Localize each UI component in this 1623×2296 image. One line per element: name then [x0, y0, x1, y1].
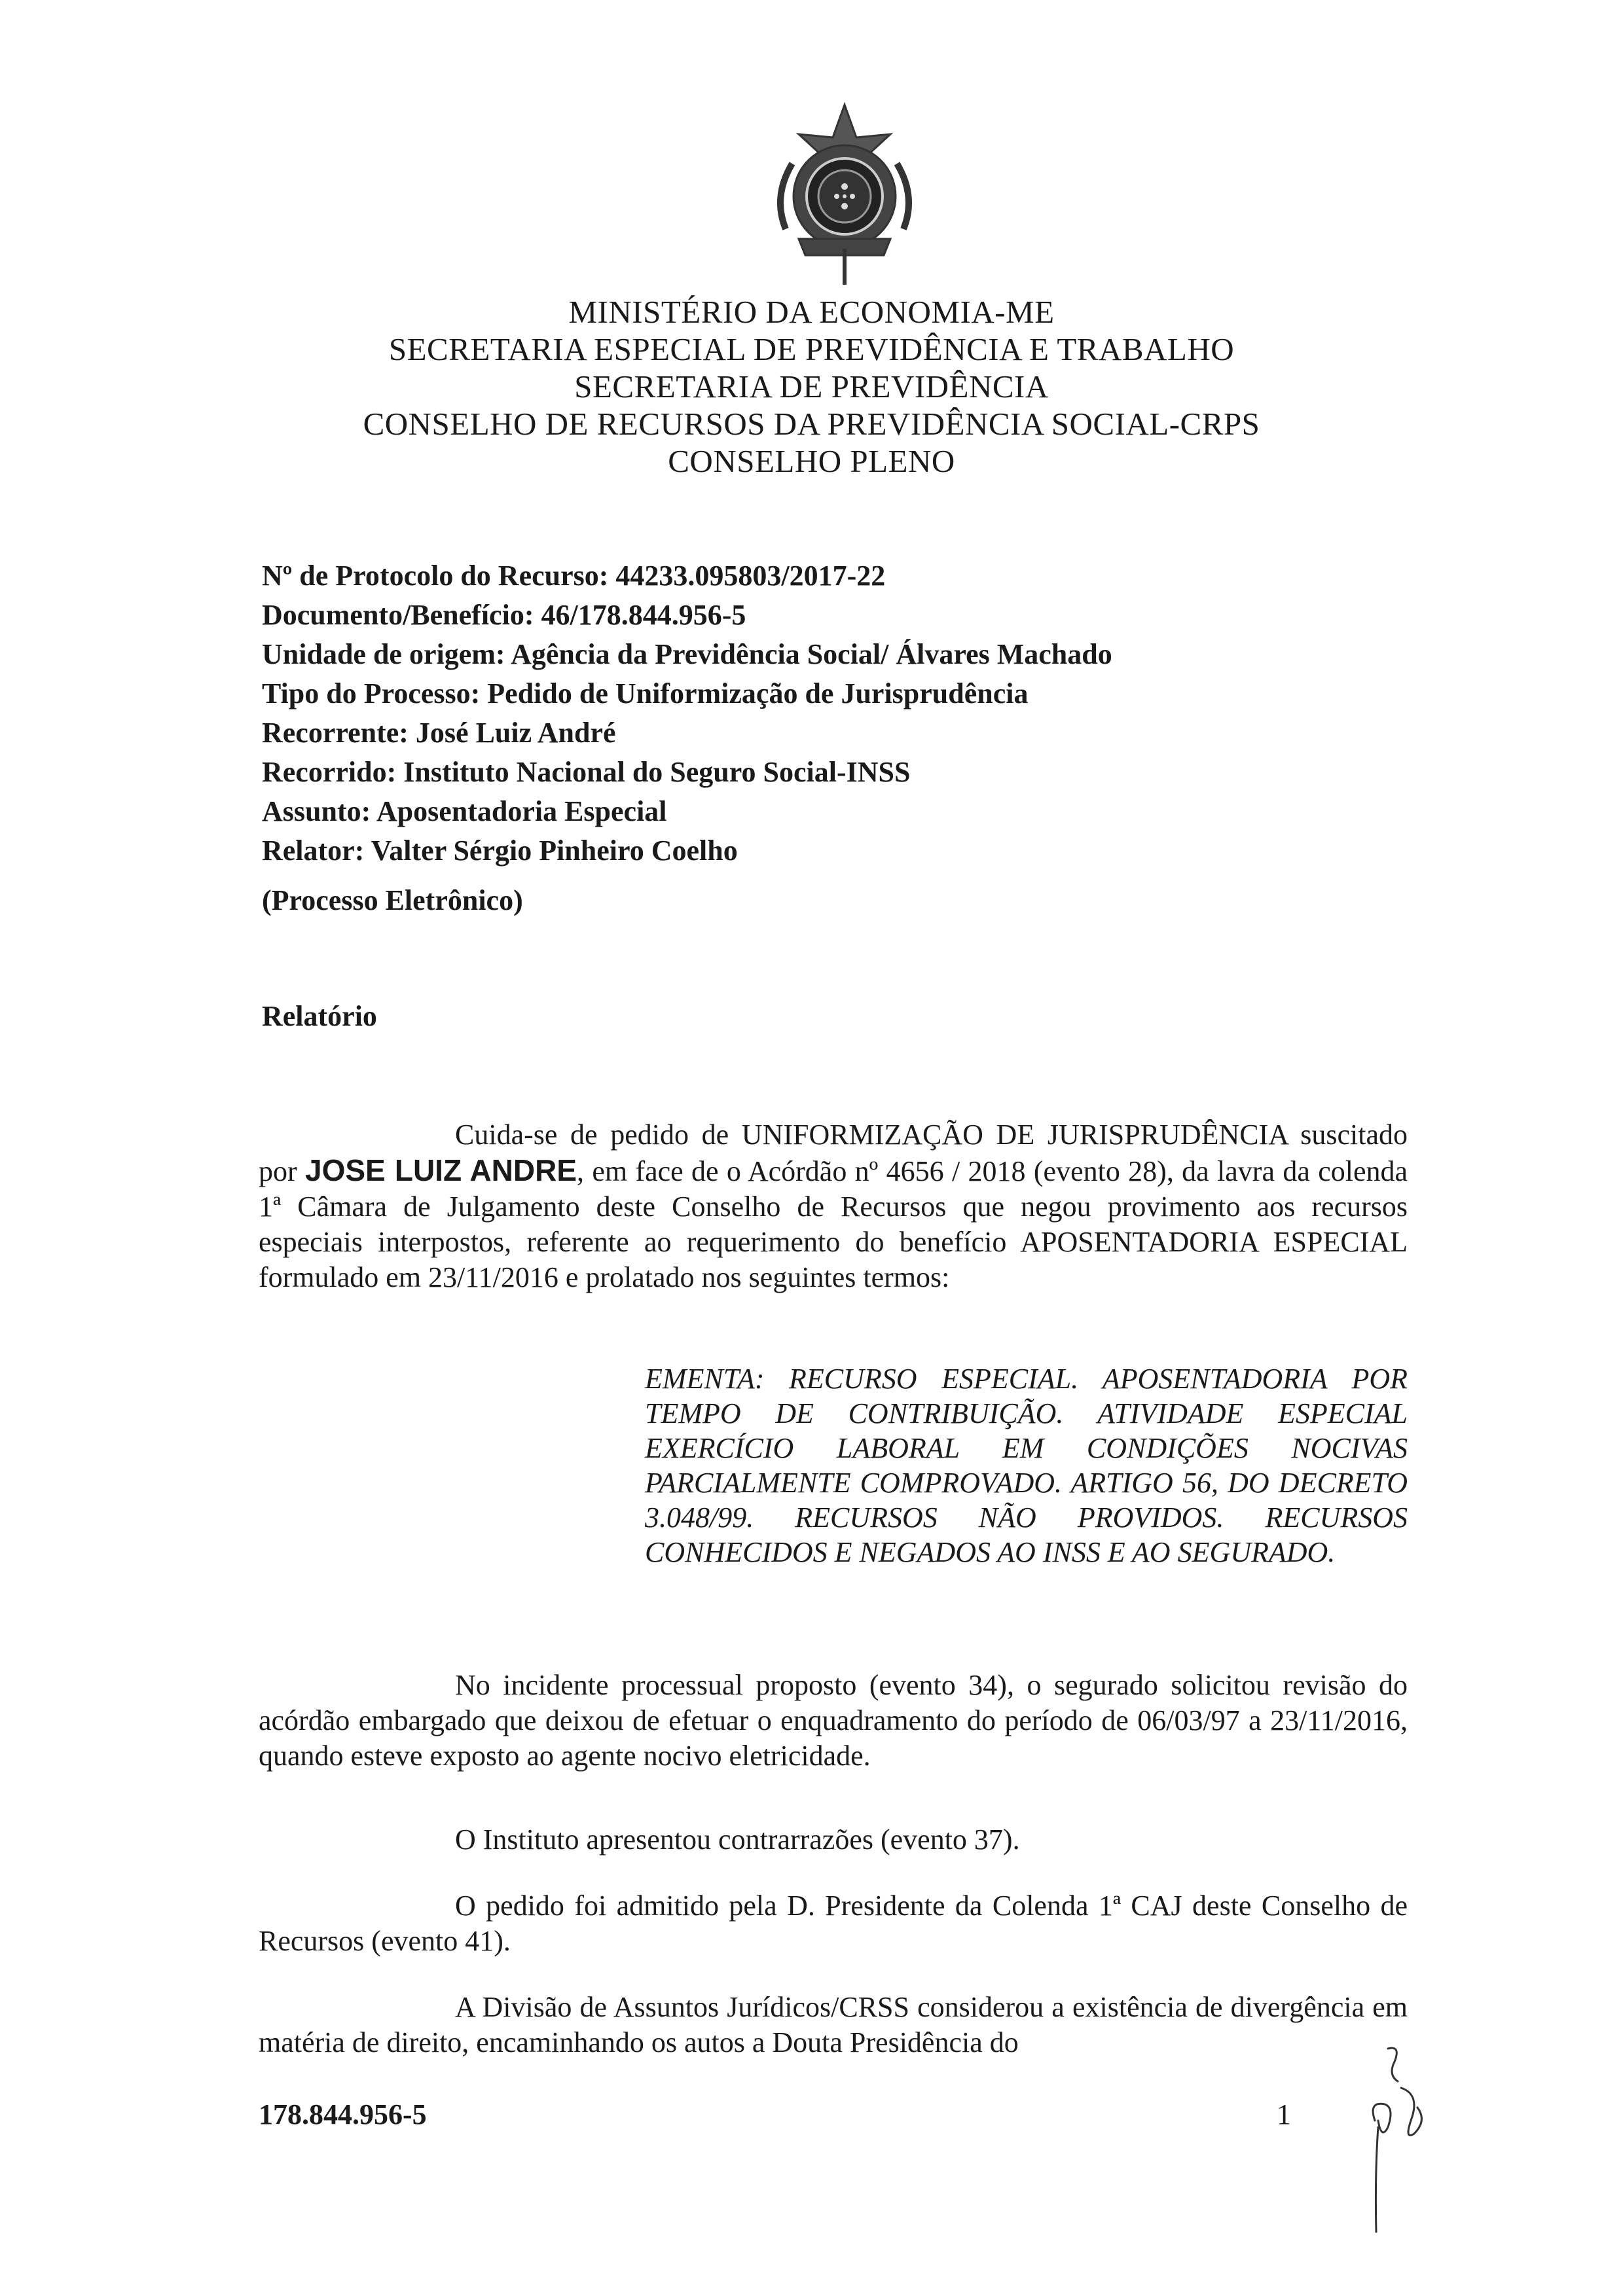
meta-subject: Assunto: Aposentadoria Especial [262, 795, 667, 827]
paragraph-5-text: A Divisão de Assuntos Jurídicos/CRSS considerou a existência de divergência em matéria de direito, encaminhando os autos a Douta Presidência do [259, 1991, 1408, 2058]
paragraph-5 [259, 1990, 1408, 2060]
appellant-name: JOSE LUIZ ANDRE [305, 1153, 577, 1187]
meta-document: Documento/Benefício: 46/178.844.956-5 [262, 599, 746, 631]
meta-protocol: Nº de Protocolo do Recurso: 44233.095803/2017-22 [262, 560, 886, 592]
document-header [0, 293, 1623, 480]
handwritten-signature-icon [1349, 2042, 1447, 2238]
case-metadata [262, 556, 1440, 870]
paragraph-2 [259, 1668, 1408, 1774]
electronic-process-label: (Processo Eletrônico) [262, 884, 523, 916]
header-secretariat: SECRETARIA DE PREVIDÊNCIA [574, 368, 1049, 404]
meta-appellant: Recorrente: José Luiz André [262, 717, 616, 749]
ementa-quote: EMENTA: RECURSO ESPECIAL. APOSENTADORIA POR TEMPO DE CONTRIBUIÇÃO. ATIVIDADE ESPECIAL EXERCÍCIO LABORAL EM CONDIÇÕES NOCIVAS PARCIALMENTE COMPROVADO. ARTIGO 56, DO DECRETO 3.048/99. RECURSOS NÃO PROVIDOS. RECURSOS CONHECIDOS E NEGADOS AO INSS E AO SEGURADO. [645, 1363, 1408, 1568]
paragraph-2-text: No incidente processual proposto (evento 34), o segurado solicitou revisão do acórdão embargado que deixou de efetuar o enquadramento do período de 06/03/97 a 23/11/2016, quando esteve exposto ao agente nocivo eletricidade. [259, 1669, 1408, 1772]
paragraph-1-before: Cuida-se de pedido de UNIFORMIZAÇÃO DE JURISPRUDÊNCIA suscitado por [259, 1119, 1408, 1187]
paragraph-4 [259, 1888, 1408, 1959]
paragraph-3 [259, 1822, 1408, 1857]
paragraph-1 [259, 1117, 1408, 1295]
meta-origin-unit: Unidade de origem: Agência da Previdência Social/ Álvares Machado [262, 638, 1112, 670]
header-council: CONSELHO DE RECURSOS DA PREVIDÊNCIA SOCIAL-CRPS [363, 406, 1260, 442]
footer-page-number: 1 [1277, 2098, 1291, 2130]
header-secretariat-special: SECRETARIA ESPECIAL DE PREVIDÊNCIA E TRABALHO [388, 331, 1235, 367]
section-title: Relatório [262, 1000, 377, 1032]
paragraph-3-text: O Instituto apresentou contrarrazões (evento 37). [455, 1823, 1020, 1856]
paragraph-1-after: , em face de o Acórdão nº 4656 / 2018 (evento 28), da lavra da colenda 1ª Câmara de Julgamento deste Conselho de Recursos que negou provimento aos recursos especiais interpostos, referente ao requerimento do benefício APOSENTADORIA ESPECIAL formulado em 23/11/2016 e prolatado nos seguintes termos: [259, 1155, 1408, 1293]
meta-process-type: Tipo do Processo: Pedido de Uniformização de Jurisprudência [262, 677, 1029, 709]
meta-rapporteur: Relator: Valter Sérgio Pinheiro Coelho [262, 834, 738, 867]
coat-of-arms-icon [753, 98, 936, 288]
paragraph-4-text: O pedido foi admitido pela D. Presidente da Colenda 1ª CAJ deste Conselho de Recursos (evento 41). [259, 1890, 1408, 1957]
footer-process-number: 178.844.956-5 [259, 2098, 427, 2130]
header-plenary: CONSELHO PLENO [668, 443, 955, 479]
meta-appellee: Recorrido: Instituto Nacional do Seguro Social-INSS [262, 756, 911, 788]
header-ministry: MINISTÉRIO DA ECONOMIA-ME [568, 294, 1055, 330]
